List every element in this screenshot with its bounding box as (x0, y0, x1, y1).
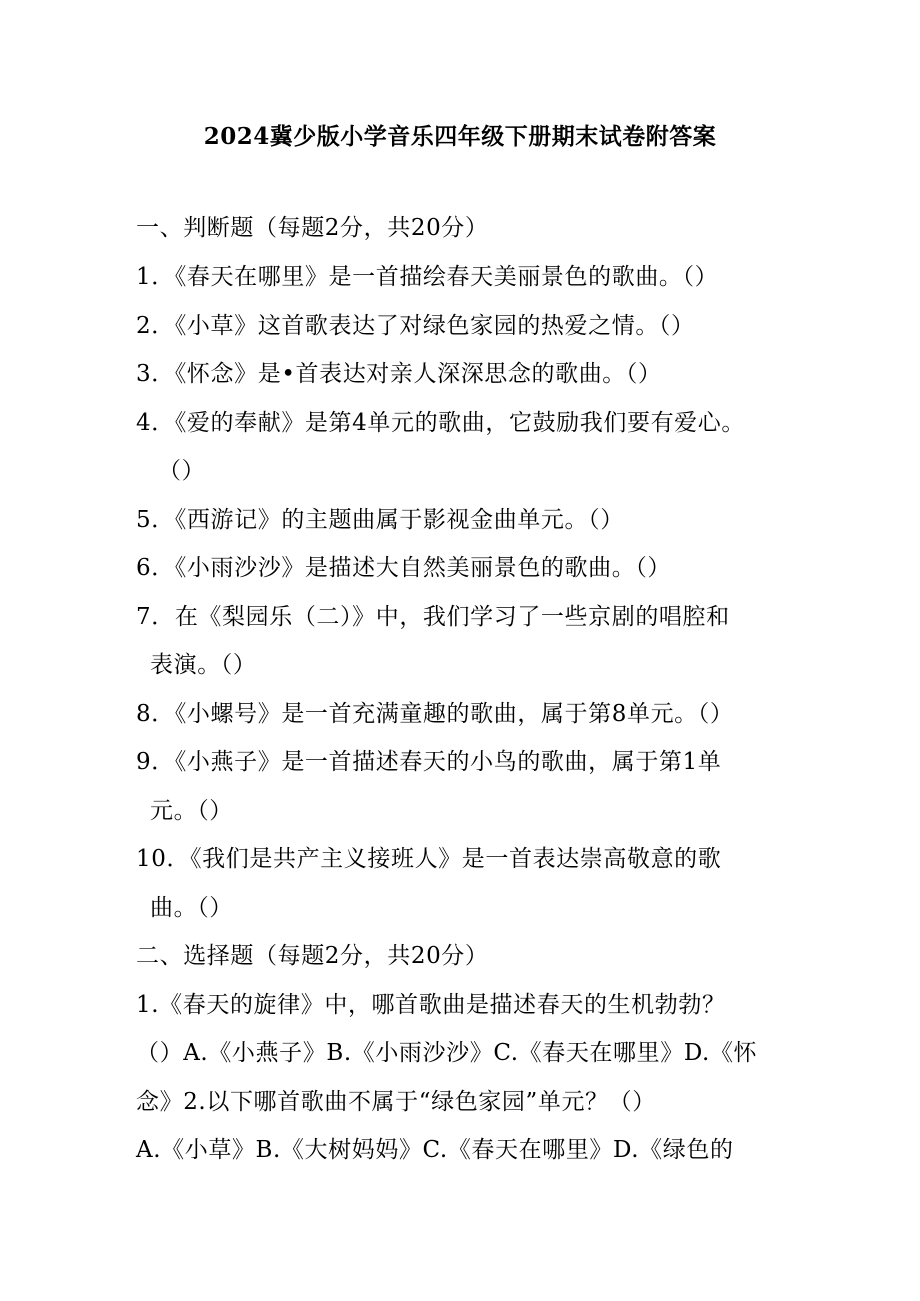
question-line: 8．《小螺号》是一首充满童趣的歌曲，属于第8单元。（） (136, 701, 734, 727)
question-line-continuation: 表演。（） (150, 652, 257, 678)
question-line: 3．《怀念》是•首表达对亲人深深思念的歌曲。（） (136, 361, 662, 387)
choice-question-line: A.《小草》B.《大树妈妈》C.《春天在哪里》D.《绿色的 (136, 1137, 734, 1163)
question-line: 2．《小草》这首歌表达了对绿色家园的热爱之情。（） (136, 313, 695, 339)
choice-question-line: （）A.《小燕子》B.《小雨沙沙》C.《春天在哪里》D.《怀 (136, 1040, 758, 1066)
question-line: 4．《爱的奉献》是第4单元的歌曲，它鼓励我们要有爱心。 (136, 410, 745, 436)
question-line: 6．《小雨沙沙》是描述大自然美丽景色的歌曲。（） (136, 555, 672, 581)
choice-question-line: 1.《春天的旋律》中，哪首歌曲是描述春天的生机勃勃？ (136, 992, 726, 1018)
section-heading-multiple-choice: 二、选择题（每题2分，共20分） (136, 943, 489, 969)
question-line: 10．《我们是共产主义接班人》是一首表达崇高敬意的歌 (136, 846, 722, 872)
question-line: 9．《小燕子》是一首描述春天的小鸟的歌曲，属于第1单 (136, 749, 722, 775)
question-line-continuation: 曲。（） (150, 895, 233, 921)
question-line: 1．《春天在哪里》是一首描绘春天美丽景色的歌曲。（） (136, 264, 719, 290)
question-line: 7．在《梨园乐（二）》中，我们学习了一些京剧的唱腔和 (136, 604, 730, 630)
choice-question-line: 念》2.以下哪首歌曲不属于“绿色家园”单元？（） (136, 1089, 656, 1115)
question-line-continuation: （） (158, 458, 206, 484)
document-title: 2024冀少版小学音乐四年级下册期末试卷附答案 (203, 123, 717, 150)
question-line-continuation: 元。（） (150, 798, 233, 824)
section-heading-true-false: 一、判断题（每题2分，共20分） (136, 215, 489, 241)
question-line: 5．《西游记》的主题曲属于影视金曲单元。（） (136, 507, 624, 533)
